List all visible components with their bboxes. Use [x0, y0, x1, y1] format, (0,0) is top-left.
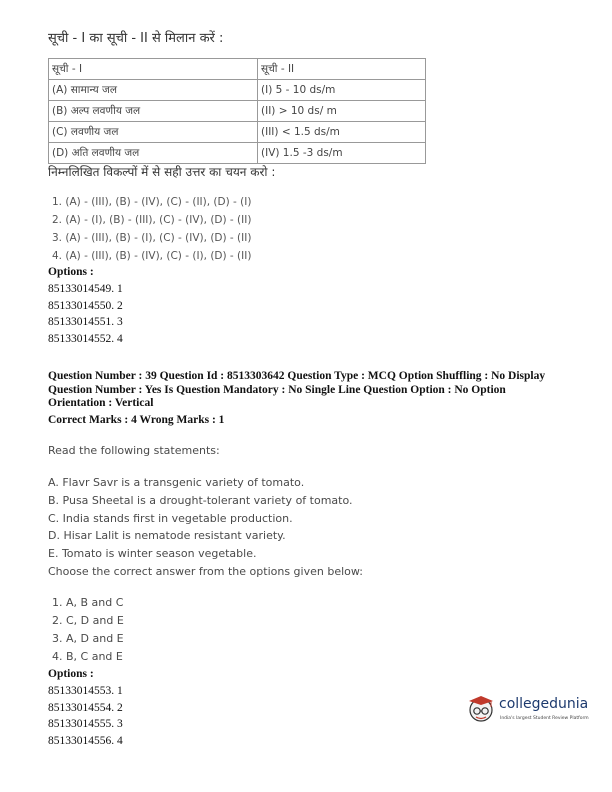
question-meta [48, 370, 545, 411]
option-id: 85133014555. 3 [48, 718, 123, 730]
choice-item: 2. C, D and E [52, 614, 124, 627]
option-id: 85133014551. 3 [48, 316, 123, 328]
logo-tagline: India's largest Student Review Platform [500, 716, 589, 721]
question-instruction: निम्नलिखित विकल्पों में से सही उत्तर का चयन करो : [48, 165, 276, 179]
option-id: 85133014550. 2 [48, 299, 123, 312]
question-prompt: Read the following statements: [48, 444, 220, 457]
choice-list [52, 594, 124, 666]
choice-item: 1. (A) - (III), (B) - (IV), (C) - (II), (D) - (I) [52, 196, 252, 208]
option-id: 85133014556. 4 [48, 734, 123, 747]
table-cell: (III) < 1.5 ds/m [258, 122, 426, 143]
choice-item: 1. A, B and C [52, 596, 124, 609]
choice-item: 3. (A) - (III), (B) - (I), (C) - (IV), (D) - (II) [52, 232, 252, 244]
option-id: 85133014553. 1 [48, 685, 123, 697]
statement-item: D. Hisar Lalit is nematode resistant variety. [48, 529, 286, 543]
table-cell: (IV) 1.5 -3 ds/m [258, 143, 426, 164]
choice-item: 2. (A) - (I), (B) - (III), (C) - (IV), (D) - (II) [52, 214, 252, 226]
choice-item: 4. (A) - (III), (B) - (IV), (C) - (I), (D) - (II) [52, 250, 252, 262]
table-row [49, 80, 426, 101]
table-cell: (D) अति लवणीय जल [49, 143, 258, 164]
meta-line: Question Number : 39 Question Id : 8513303642 Question Type : MCQ Option Shuffling : No Display [48, 370, 546, 382]
statement-item: E. Tomato is winter season vegetable. [48, 547, 257, 561]
meta-line: Question Number : Yes Is Question Mandatory : No Single Line Question Option : No Option [48, 383, 506, 396]
table-cell: (A) सामान्य जल [49, 80, 258, 101]
logo-name: collegedunia [499, 696, 589, 712]
options-label: Options : [48, 266, 94, 278]
meta-line: Orientation : Vertical [48, 397, 154, 409]
question-instruction: Choose the correct answer from the options given below: [48, 564, 363, 578]
choice-item: 4. B, C and E [52, 650, 123, 663]
statement-item: A. Flavr Savr is a transgenic variety of tomato. [48, 476, 305, 489]
statement-item: B. Pusa Sheetal is a drought-tolerant variety of tomato. [48, 493, 353, 507]
statement-item: C. India stands first in vegetable production. [48, 511, 293, 525]
table-cell: (I) 5 - 10 ds/m [258, 80, 426, 101]
table-cell: सूची - II [258, 59, 426, 80]
table-cell: (II) > 10 ds/ m [258, 101, 426, 122]
marks-info: Correct Marks : 4 Wrong Marks : 1 [48, 414, 225, 426]
question-title: सूची - I का सूची - II से मिलान करें : [48, 31, 224, 46]
table-cell: (C) लवणीय जल [49, 122, 258, 143]
table-cell: सूची - I [49, 59, 258, 80]
option-id-list [48, 281, 123, 347]
table-row [49, 143, 426, 164]
statement-list [48, 474, 363, 581]
collegedunia-logo [466, 691, 598, 731]
table-row [49, 101, 426, 122]
option-id-list [48, 683, 123, 749]
choice-item: 3. A, D and E [52, 632, 124, 645]
table-row [49, 59, 426, 80]
table-row [49, 122, 426, 143]
option-id: 85133014552. 4 [48, 332, 123, 345]
options-label: Options : [48, 668, 94, 680]
match-table [48, 58, 426, 164]
option-id: 85133014549. 1 [48, 283, 123, 295]
option-id: 85133014554. 2 [48, 701, 123, 714]
choice-list [52, 193, 251, 265]
graduation-cap-icon [466, 693, 496, 723]
table-cell: (B) अल्प लवणीय जल [49, 101, 258, 122]
